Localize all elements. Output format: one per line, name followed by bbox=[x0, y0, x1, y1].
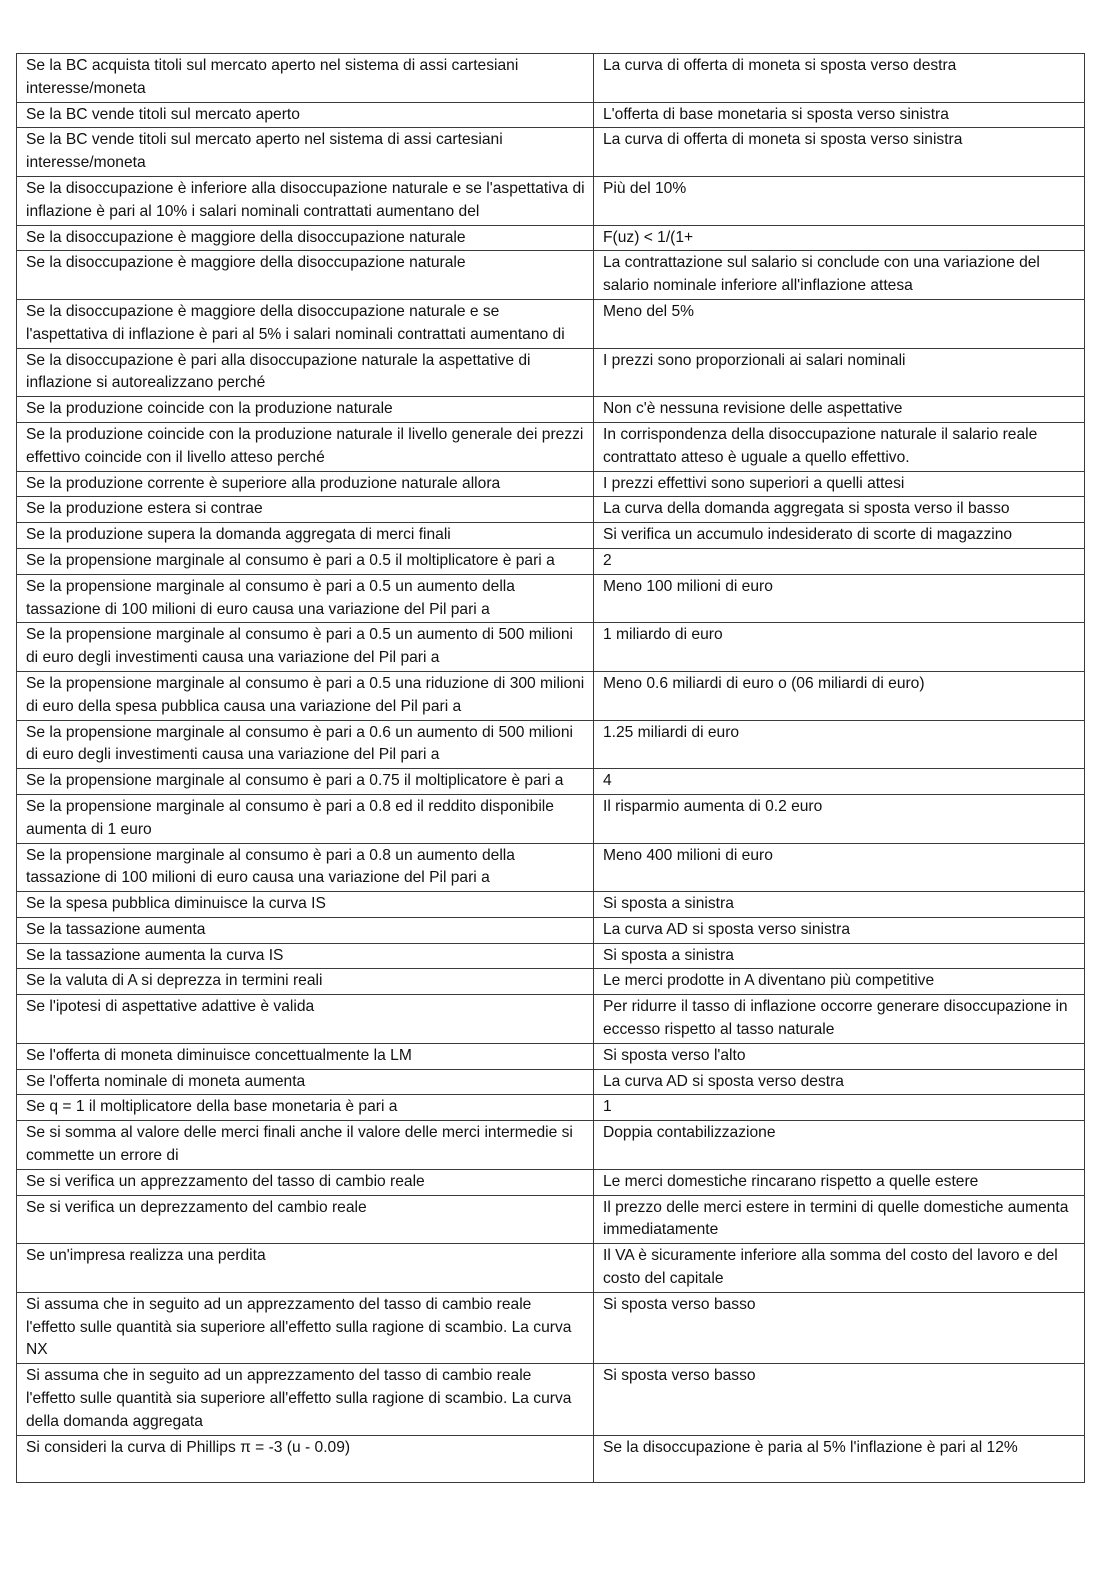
answer-cell: La curva di offerta di moneta si sposta verso sinistra bbox=[594, 128, 1085, 177]
question-cell: Se la spesa pubblica diminuisce la curva IS bbox=[17, 892, 594, 918]
question-cell: Se la propensione marginale al consumo è pari a 0.8 ed il reddito disponibile aumenta di 1 euro bbox=[17, 794, 594, 843]
question-cell: Se la disoccupazione è maggiore della disoccupazione naturale bbox=[17, 225, 594, 251]
table-row bbox=[17, 1121, 1085, 1170]
table-row bbox=[17, 422, 1085, 471]
question-cell: Se l'ipotesi di aspettative adattive è valida bbox=[17, 995, 594, 1044]
table-row bbox=[17, 251, 1085, 300]
table-row bbox=[17, 548, 1085, 574]
answer-cell: 2 bbox=[594, 548, 1085, 574]
table-row bbox=[17, 523, 1085, 549]
answer-cell: Le merci domestiche rincarano rispetto a quelle estere bbox=[594, 1169, 1085, 1195]
answer-cell: I prezzi sono proporzionali ai salari nominali bbox=[594, 348, 1085, 397]
table-row bbox=[17, 943, 1085, 969]
answer-cell: F(uz) < 1/(1+ bbox=[594, 225, 1085, 251]
table-row bbox=[17, 54, 1085, 103]
question-cell: Se la propensione marginale al consumo è pari a 0.8 un aumento della tassazione di 100 milioni di euro causa una variazione del Pil pari a bbox=[17, 843, 594, 892]
question-cell: Se la produzione supera la domanda aggregata di merci finali bbox=[17, 523, 594, 549]
answer-cell: Meno 100 milioni di euro bbox=[594, 574, 1085, 623]
table-row bbox=[17, 794, 1085, 843]
question-cell: Se l'offerta di moneta diminuisce concettualmente la LM bbox=[17, 1043, 594, 1069]
answer-cell: Si sposta a sinistra bbox=[594, 892, 1085, 918]
question-cell: Se la produzione corrente è superiore alla produzione naturale allora bbox=[17, 471, 594, 497]
table-row bbox=[17, 299, 1085, 348]
answer-cell: 4 bbox=[594, 769, 1085, 795]
question-cell: Si assuma che in seguito ad un apprezzamento del tasso di cambio reale l'effetto sulle quantità sia superiore all'effetto sulla ragione di scambio. La curva della domanda aggregata bbox=[17, 1364, 594, 1435]
question-cell: Se la propensione marginale al consumo è pari a 0.75 il moltiplicatore è pari a bbox=[17, 769, 594, 795]
answer-cell: L'offerta di base monetaria si sposta verso sinistra bbox=[594, 102, 1085, 128]
answer-cell: La curva di offerta di moneta si sposta verso destra bbox=[594, 54, 1085, 103]
table-row bbox=[17, 623, 1085, 672]
answer-cell: Si sposta verso l'alto bbox=[594, 1043, 1085, 1069]
question-cell: Se si verifica un apprezzamento del tasso di cambio reale bbox=[17, 1169, 594, 1195]
qa-table-body bbox=[17, 54, 1085, 1483]
table-row bbox=[17, 917, 1085, 943]
question-cell: Se la BC vende titoli sul mercato aperto bbox=[17, 102, 594, 128]
answer-cell: Meno del 5% bbox=[594, 299, 1085, 348]
answer-cell: La curva AD si sposta verso destra bbox=[594, 1069, 1085, 1095]
answer-cell: 1 miliardo di euro bbox=[594, 623, 1085, 672]
question-cell: Se la tassazione aumenta la curva IS bbox=[17, 943, 594, 969]
question-cell: Se la disoccupazione è maggiore della disoccupazione naturale bbox=[17, 251, 594, 300]
answer-cell: La curva AD si sposta verso sinistra bbox=[594, 917, 1085, 943]
table-row bbox=[17, 225, 1085, 251]
question-cell: Se la tassazione aumenta bbox=[17, 917, 594, 943]
table-row bbox=[17, 574, 1085, 623]
question-cell: Se la disoccupazione è maggiore della disoccupazione naturale e se l'aspettativa di inflazione è pari al 5% i salari nominali contrattati aumentano di bbox=[17, 299, 594, 348]
answer-cell: Doppia contabilizzazione bbox=[594, 1121, 1085, 1170]
answer-cell: Il VA è sicuramente inferiore alla somma del costo del lavoro e del costo del capitale bbox=[594, 1244, 1085, 1293]
table-row bbox=[17, 102, 1085, 128]
table-row bbox=[17, 892, 1085, 918]
question-cell: Si assuma che in seguito ad un apprezzamento del tasso di cambio reale l'effetto sulle quantità sia superiore all'effetto sulla ragione di scambio. La curva NX bbox=[17, 1292, 594, 1363]
answer-cell: Meno 0.6 miliardi di euro o (06 miliardi di euro) bbox=[594, 671, 1085, 720]
answer-cell: Per ridurre il tasso di inflazione occorre generare disoccupazione in eccesso rispetto al tasso naturale bbox=[594, 995, 1085, 1044]
question-cell: Se la produzione coincide con la produzione naturale il livello generale dei prezzi effettivo coincide con il livello atteso perché bbox=[17, 422, 594, 471]
answer-cell: Si sposta verso basso bbox=[594, 1364, 1085, 1435]
table-row bbox=[17, 1435, 1085, 1482]
question-cell: Se la propensione marginale al consumo è pari a 0.5 il moltiplicatore è pari a bbox=[17, 548, 594, 574]
question-cell: Se la propensione marginale al consumo è pari a 0.6 un aumento di 500 milioni di euro degli investimenti causa una variazione del Pil pari a bbox=[17, 720, 594, 769]
table-row bbox=[17, 1292, 1085, 1363]
answer-cell: I prezzi effettivi sono superiori a quelli attesi bbox=[594, 471, 1085, 497]
question-cell: Se la propensione marginale al consumo è pari a 0.5 un aumento di 500 milioni di euro degli investimenti causa una variazione del Pil pari a bbox=[17, 623, 594, 672]
answer-cell: La curva della domanda aggregata si sposta verso il basso bbox=[594, 497, 1085, 523]
question-cell: Se la BC vende titoli sul mercato aperto nel sistema di assi cartesiani interesse/moneta bbox=[17, 128, 594, 177]
answer-cell: Si sposta a sinistra bbox=[594, 943, 1085, 969]
question-cell: Se la produzione coincide con la produzione naturale bbox=[17, 397, 594, 423]
qa-table bbox=[16, 53, 1085, 1483]
table-row bbox=[17, 471, 1085, 497]
answer-cell: Meno 400 milioni di euro bbox=[594, 843, 1085, 892]
table-row bbox=[17, 671, 1085, 720]
table-row bbox=[17, 720, 1085, 769]
answer-cell: Le merci prodotte in A diventano più competitive bbox=[594, 969, 1085, 995]
answer-cell: In corrispondenza della disoccupazione naturale il salario reale contrattato atteso è uguale a quello effettivo. bbox=[594, 422, 1085, 471]
table-row bbox=[17, 1195, 1085, 1244]
answer-cell: Il prezzo delle merci estere in termini di quelle domestiche aumenta immediatamente bbox=[594, 1195, 1085, 1244]
answer-cell: Si verifica un accumulo indesiderato di scorte di magazzino bbox=[594, 523, 1085, 549]
question-cell: Se la disoccupazione è pari alla disoccupazione naturale la aspettative di inflazione si autorealizzano perché bbox=[17, 348, 594, 397]
question-cell: Se q = 1 il moltiplicatore della base monetaria è pari a bbox=[17, 1095, 594, 1121]
table-row bbox=[17, 769, 1085, 795]
question-cell: Se la disoccupazione è inferiore alla disoccupazione naturale e se l'aspettativa di inflazione è pari al 10% i salari nominali contrattati aumentano del bbox=[17, 176, 594, 225]
question-cell: Se si verifica un deprezzamento del cambio reale bbox=[17, 1195, 594, 1244]
table-row bbox=[17, 348, 1085, 397]
question-cell: Si consideri la curva di Phillips π = -3 (u - 0.09) bbox=[17, 1435, 594, 1482]
table-row bbox=[17, 969, 1085, 995]
answer-cell: La contrattazione sul salario si conclude con una variazione del salario nominale inferiore all'inflazione attesa bbox=[594, 251, 1085, 300]
table-row bbox=[17, 1043, 1085, 1069]
table-row bbox=[17, 128, 1085, 177]
table-row bbox=[17, 397, 1085, 423]
answer-cell: Più del 10% bbox=[594, 176, 1085, 225]
table-row bbox=[17, 497, 1085, 523]
answer-cell: Non c'è nessuna revisione delle aspettative bbox=[594, 397, 1085, 423]
question-cell: Se la valuta di A si deprezza in termini reali bbox=[17, 969, 594, 995]
answer-cell: 1 bbox=[594, 1095, 1085, 1121]
table-row bbox=[17, 1069, 1085, 1095]
answer-cell: Se la disoccupazione è paria al 5% l'inflazione è pari al 12% bbox=[594, 1435, 1085, 1482]
answer-cell: 1.25 miliardi di euro bbox=[594, 720, 1085, 769]
table-row bbox=[17, 1244, 1085, 1293]
question-cell: Se l'offerta nominale di moneta aumenta bbox=[17, 1069, 594, 1095]
question-cell: Se un'impresa realizza una perdita bbox=[17, 1244, 594, 1293]
question-cell: Se si somma al valore delle merci finali anche il valore delle merci intermedie si commette un errore di bbox=[17, 1121, 594, 1170]
table-row bbox=[17, 1095, 1085, 1121]
table-row bbox=[17, 1364, 1085, 1435]
answer-cell: Si sposta verso basso bbox=[594, 1292, 1085, 1363]
question-cell: Se la propensione marginale al consumo è pari a 0.5 una riduzione di 300 milioni di euro della spesa pubblica causa una variazione del Pil pari a bbox=[17, 671, 594, 720]
question-cell: Se la BC acquista titoli sul mercato aperto nel sistema di assi cartesiani interesse/moneta bbox=[17, 54, 594, 103]
answer-cell: Il risparmio aumenta di 0.2 euro bbox=[594, 794, 1085, 843]
table-row bbox=[17, 176, 1085, 225]
table-row bbox=[17, 843, 1085, 892]
question-cell: Se la produzione estera si contrae bbox=[17, 497, 594, 523]
question-cell: Se la propensione marginale al consumo è pari a 0.5 un aumento della tassazione di 100 milioni di euro causa una variazione del Pil pari a bbox=[17, 574, 594, 623]
table-row bbox=[17, 995, 1085, 1044]
table-row bbox=[17, 1169, 1085, 1195]
